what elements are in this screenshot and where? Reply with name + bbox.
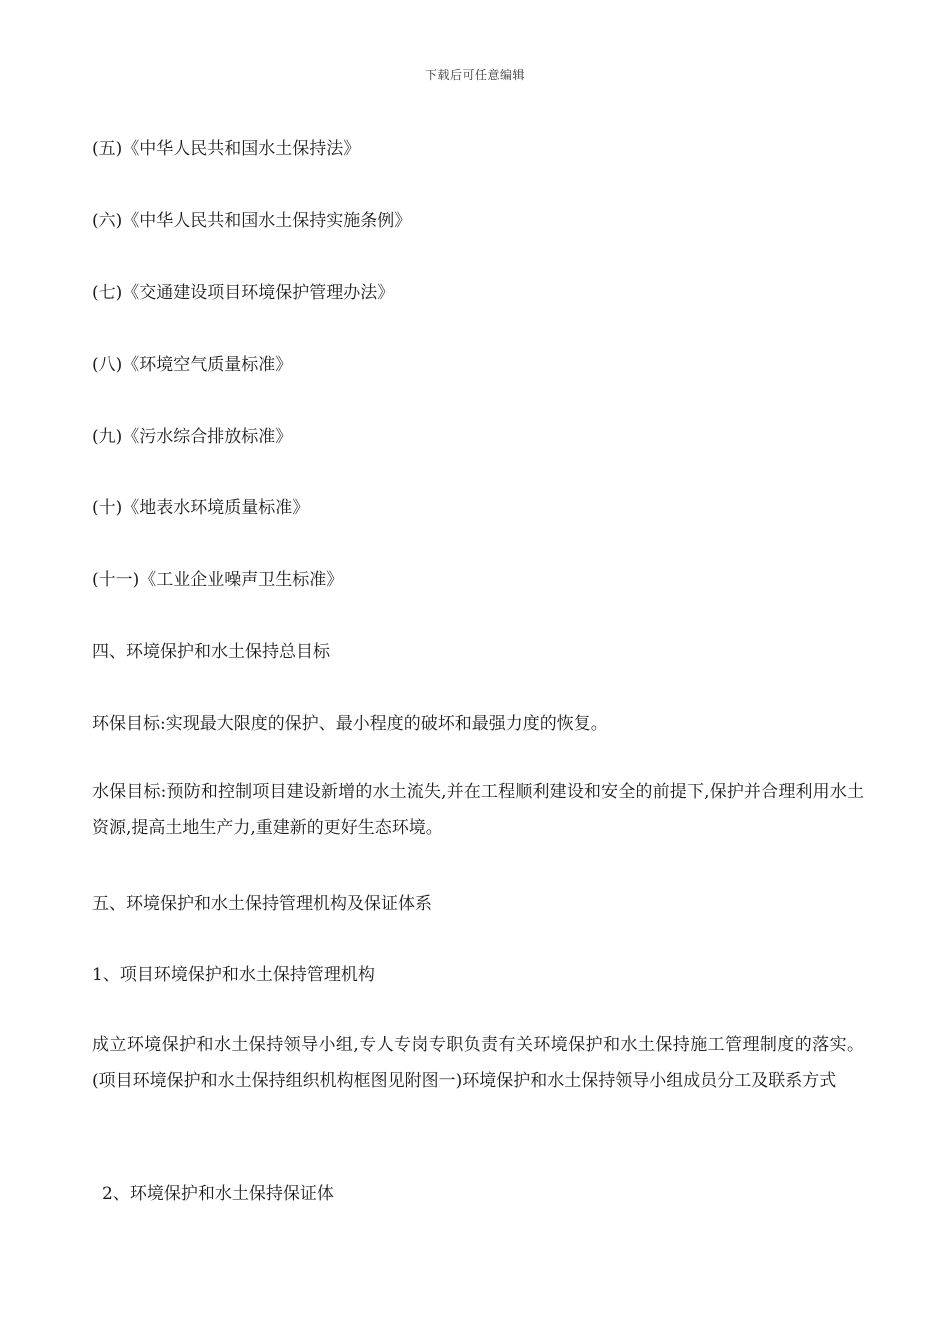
subsection-heading-2: 2、环境保护和水土保持保证体 xyxy=(102,1184,334,1204)
management-org-paragraph: 成立环境保护和水土保持领导小组,专人专岗专职负责有关环境保护和水土保持施工管理制度的落实。(项目环境保护和水土保持组织机构框图见附图一)环境保护和水土保持领导小组成员分工及联系方式 xyxy=(92,1035,864,1091)
page-header: 下载后可任意编辑 xyxy=(424,68,525,82)
list-item-law-5: (五)《中华人民共和国水土保持法》 xyxy=(92,139,361,159)
section-heading-4: 四、环境保护和水土保持总目标 xyxy=(92,642,330,662)
list-item-law-10: (十)《地表水环境质量标准》 xyxy=(92,498,310,518)
list-item-law-9: (九)《污水综合排放标准》 xyxy=(92,427,293,447)
water-goal-paragraph: 水保目标:预防和控制项目建设新增的水土流失,并在工程顺利建设和安全的前提下,保护并合理利用水土资源,提高土地生产力,重建新的更好生态环境。 xyxy=(92,782,864,838)
list-item-law-8: (八)《环境空气质量标准》 xyxy=(92,355,293,375)
subsection-heading-1: 1、项目环境保护和水土保持管理机构 xyxy=(92,965,375,985)
section-heading-5: 五、环境保护和水土保持管理机构及保证体系 xyxy=(92,894,432,914)
env-goal-paragraph: 环保目标:实现最大限度的保护、最小程度的破坏和最强力度的恢复。 xyxy=(92,714,608,734)
list-item-law-6: (六)《中华人民共和国水土保持实施条例》 xyxy=(92,211,412,231)
list-item-law-7: (七)《交通建设项目环境保护管理办法》 xyxy=(92,283,395,303)
list-item-law-11: (十一)《工业企业噪声卫生标准》 xyxy=(92,570,344,590)
